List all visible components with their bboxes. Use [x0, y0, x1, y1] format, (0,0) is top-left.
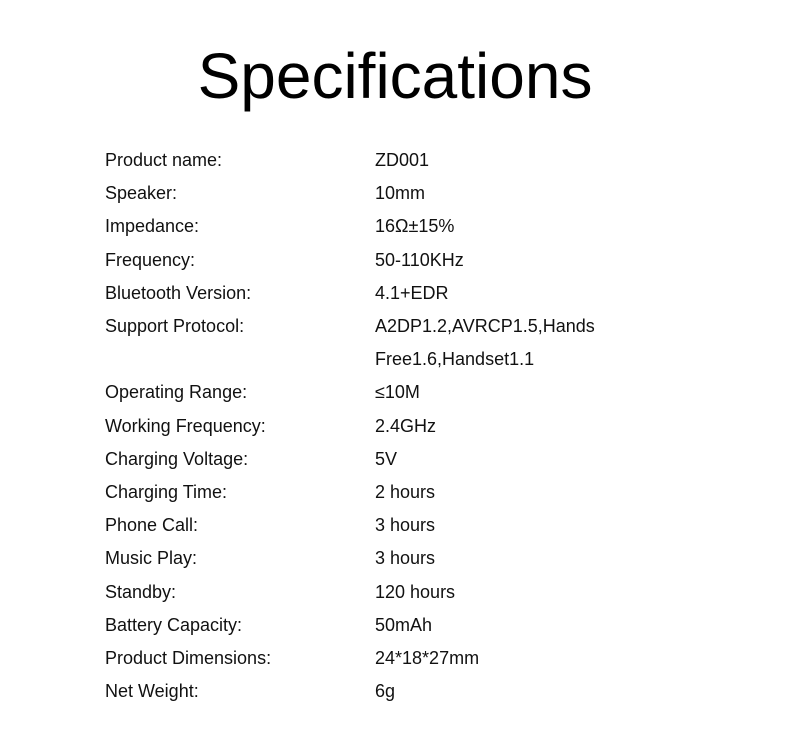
spec-value-line: 2 hours	[375, 482, 436, 503]
spec-value	[375, 642, 705, 675]
spec-value	[375, 244, 705, 277]
spec-value	[375, 277, 705, 310]
spec-row	[105, 576, 705, 609]
spec-table	[105, 144, 705, 708]
spec-label: Impedance:	[105, 216, 200, 237]
spec-value-line: 4.1+EDR	[375, 282, 449, 303]
spec-value	[375, 576, 705, 609]
spec-value	[375, 443, 705, 476]
spec-value-line: 120 hours	[375, 581, 456, 602]
spec-row	[105, 642, 705, 675]
spec-label: Net Weight:	[105, 681, 199, 702]
spec-row	[105, 310, 705, 376]
spec-value	[375, 542, 705, 575]
spec-row	[105, 277, 705, 310]
spec-value-line: 50mAh	[375, 614, 433, 635]
spec-row	[105, 443, 705, 476]
spec-label: Charging Voltage:	[105, 448, 249, 469]
page-title: Specifications	[197, 40, 593, 112]
spec-value	[375, 675, 705, 708]
spec-value-line: ≤10M	[375, 382, 420, 403]
spec-label: Speaker:	[105, 183, 178, 204]
spec-row	[105, 609, 705, 642]
spec-value-line: A2DP1.2,AVRCP1.5,Hands	[375, 316, 595, 337]
spec-value	[375, 509, 705, 542]
spec-label: Bluetooth Version:	[105, 282, 252, 303]
spec-value-line: 3 hours	[375, 548, 436, 569]
spec-value-line: 16Ω±15%	[375, 216, 455, 237]
spec-row	[105, 476, 705, 509]
spec-label: Product name:	[105, 150, 223, 170]
spec-row	[105, 509, 705, 542]
spec-label: Battery Capacity:	[105, 614, 243, 635]
spec-value-line: Free1.6,Handset1.1	[375, 349, 535, 370]
spec-row	[105, 144, 705, 177]
spec-label: Charging Time:	[105, 482, 228, 503]
spec-row	[105, 177, 705, 210]
spec-value	[375, 210, 705, 243]
spec-label: Operating Range:	[105, 382, 248, 403]
spec-label: Support Protocol:	[105, 316, 245, 337]
spec-value	[375, 310, 705, 376]
spec-row	[105, 376, 705, 409]
spec-value	[375, 609, 705, 642]
spec-value	[375, 476, 705, 509]
spec-value	[375, 144, 705, 177]
spec-value-line: 5V	[375, 448, 398, 469]
spec-value	[375, 376, 705, 409]
spec-label: Music Play:	[105, 548, 198, 569]
spec-value-line: 6g	[375, 681, 396, 702]
spec-value-line: 2.4GHz	[375, 415, 437, 436]
spec-label: Product Dimensions:	[105, 648, 272, 669]
spec-row	[105, 410, 705, 443]
spec-row	[105, 542, 705, 575]
spec-value-line: ZD001	[375, 150, 430, 170]
spec-row	[105, 675, 705, 708]
spec-value-line: 10mm	[375, 183, 426, 204]
spec-label: Frequency:	[105, 249, 196, 270]
spec-label: Standby:	[105, 581, 177, 602]
spec-value-line: 50-110KHz	[375, 249, 464, 270]
spec-value	[375, 410, 705, 443]
spec-row	[105, 244, 705, 277]
spec-value-line: 3 hours	[375, 515, 436, 536]
spec-label: Phone Call:	[105, 515, 199, 536]
spec-label: Working Frequency:	[105, 415, 266, 436]
spec-value	[375, 177, 705, 210]
spec-value-line: 24*18*27mm	[375, 648, 480, 669]
spec-row	[105, 210, 705, 243]
